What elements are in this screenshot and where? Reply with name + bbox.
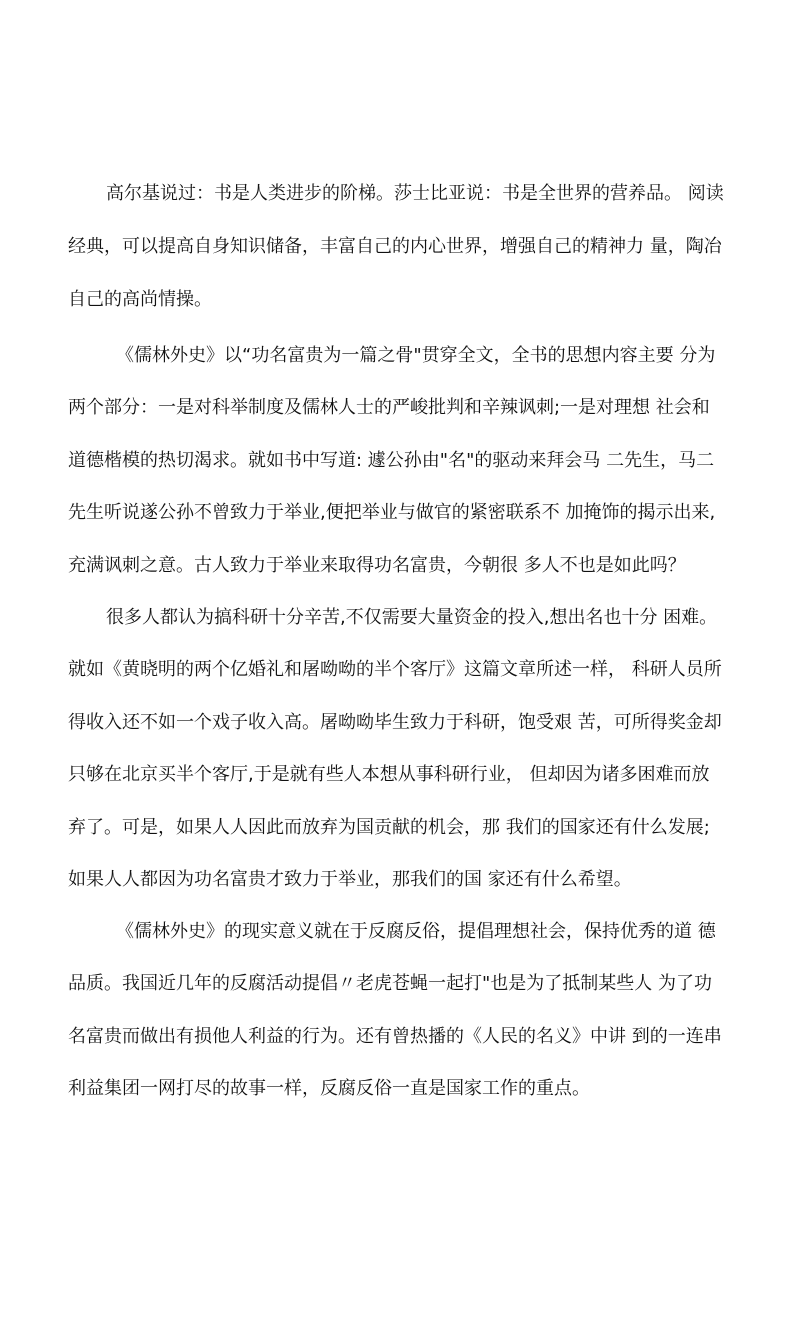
paragraph-line: 充满讽刺之意。古人致力于举业来取得功名富贵，今朝很 多人不也是如此吗？: [68, 555, 686, 576]
paragraph-line: 自己的高尚情操。: [68, 289, 212, 310]
paragraph-line: 名富贵而做出有损他人利益的行为。还有曾热播的《人民的名义》中讲 到的一连串: [68, 1026, 722, 1047]
paragraph-line: 利益集团一网打尽的故事一样，反腐反俗一直是国家工作的重点。: [68, 1078, 590, 1099]
paragraph-line: 品质。我国近几年的反腐活动提倡〃老虎苍蝇一起打"也是为了抵制某些人 为了功: [68, 973, 712, 994]
paragraph-line: 弃了。可是，如果人人因此而放弃为国贡献的机会，那 我们的国家还有什么发展;: [68, 817, 710, 838]
paragraph-line: 如果人人都因为功名富贵才致力于举业，那我们的国 家还有什么希望。: [68, 869, 632, 890]
paragraph-line: 经典，可以提高自身知识储备，丰富自己的内心世界，增强自己的精神力 量，陶冶: [68, 236, 722, 257]
paragraph-line: 先生听说遂公孙不曾致力于举业,便把举业与做官的紧密联系不 加掩饰的揭示出来,: [68, 502, 716, 523]
paragraph-line: 只够在北京买半个客厅,于是就有些人本想从事科研行业， 但却因为诸多困难而放: [68, 764, 710, 785]
paragraph-line: 高尔基说过：书是人类进步的阶梯。莎士比亚说：书是全世界的营养品。 阅读: [106, 183, 724, 204]
paragraph-line: 很多人都认为搞科研十分辛苦,不仅需要大量资金的投入,想出名也十分 困难。: [106, 607, 718, 628]
paragraph-line: 《儒林外史》的现实意义就在于反腐反俗，提倡理想社会，保持优秀的道 德: [116, 921, 716, 942]
paragraph-line: 道德楷模的热切渴求。就如书中写道: 遽公孙由"名"的驱动来拜会马 二先生，马二: [68, 450, 715, 471]
paragraph-line: 得收入还不如一个戏子收入高。屠呦呦毕生致力于科研，饱受艰 苦，可所得奖金却: [68, 712, 722, 733]
paragraph-line: 就如《黄晓明的两个亿婚礼和屠呦呦的半个客厅》这篇文章所述一样， 科研人员所: [68, 659, 722, 680]
paragraph-line: 两个部分：一是对科举制度及儒林人士的严峻批判和辛辣讽刺;一是对理想 社会和: [68, 397, 710, 418]
paragraph-line: 《儒林外史》以“功名富贵为一篇之骨"贯穿全文，全书的思想内容主要 分为: [116, 345, 716, 366]
